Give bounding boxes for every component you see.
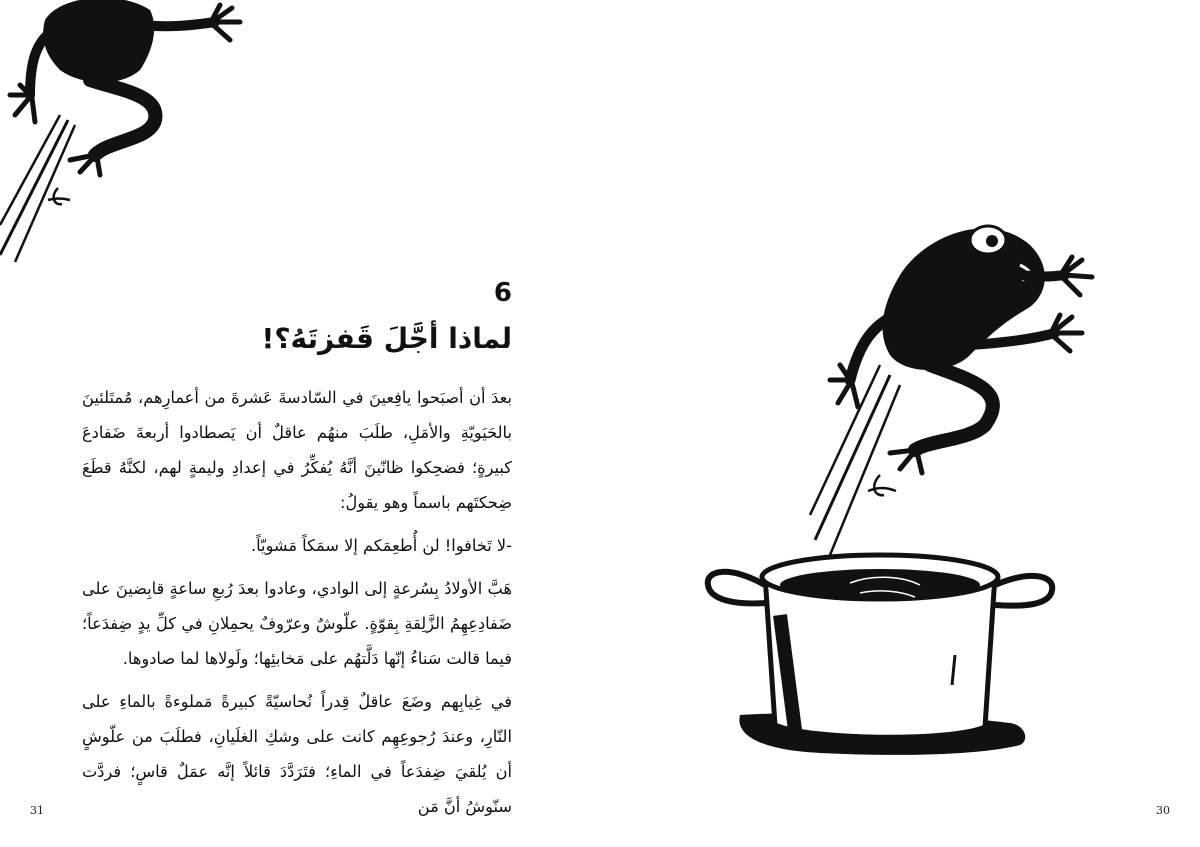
chapter-number: 6	[493, 278, 512, 308]
page-number-right: 30	[1156, 804, 1170, 817]
story-text	[82, 380, 512, 832]
paragraph-2: -لا تَخافوا! لن أُطعِمَكم إلا سمَكاً مَشويّاً.	[250, 536, 512, 555]
page-number-left: 31	[30, 804, 44, 817]
frog-jumping-icon	[0, 0, 250, 270]
paragraph-3: هَبَّ الأولادُ بِسُرعةٍ إلى الوادي، وعادوا بعدَ رُبعِ ساعةٍ قابِضينَ على ضَفادِعِهِمُ الزَّلِقةِ بِقوّةٍ. علّوشٌ وعرّوفٌ يحمِلانِ في كلِّ يدٍ ضِفدَعاً؛ فيما قالت سَناءُ إنّها دَلَّتهُم على مَخابئِها؛ ولَولاها لما صادوها.	[82, 579, 512, 668]
frog-jumping-icon	[700, 215, 1100, 565]
right-page	[600, 0, 1200, 847]
cooking-pot-icon	[700, 545, 1060, 765]
paragraph-1: بعدَ أن أصبَحوا يافِعينَ في السّادسةَ عَشرةَ من أعمارِهم، مُمتَلئينَ بالحَيَويّةِ والأمَلِ، طلَبَ منهُم عاقلٌ أن يَصطادوا أربعةَ ضَفادعَ كبيرةٍ؛ فضحِكوا ظانّينَ أنَّهُ يُفكِّرُ في إعدادِ وليمةٍ لهم، لكنَّهُ قطَعَ ضِحكتَهم باسماً وهو يقولُ:	[82, 388, 512, 512]
chapter-title: لماذا أجَّلَ قَفزتَهُ؟!	[261, 322, 512, 355]
paragraph-4: في غِيابِهم وضَعَ عاقلٌ قِدراً نُحاسيّةً كبيرةً مَملوءةً بالماءِ على النّارِ، وعندَ رُجوعِهِم كانت على وشكِ الغلَيانِ، فطلَبَ من علّوشٍ أن يُلقيَ ضِفدَعاً في الماءِ؛ فتَرَدَّدَ قائلاً إنَّه عمَلٌ قاسٍ؛ فردَّت سنّوشُ أنَّ مَن	[82, 692, 512, 816]
